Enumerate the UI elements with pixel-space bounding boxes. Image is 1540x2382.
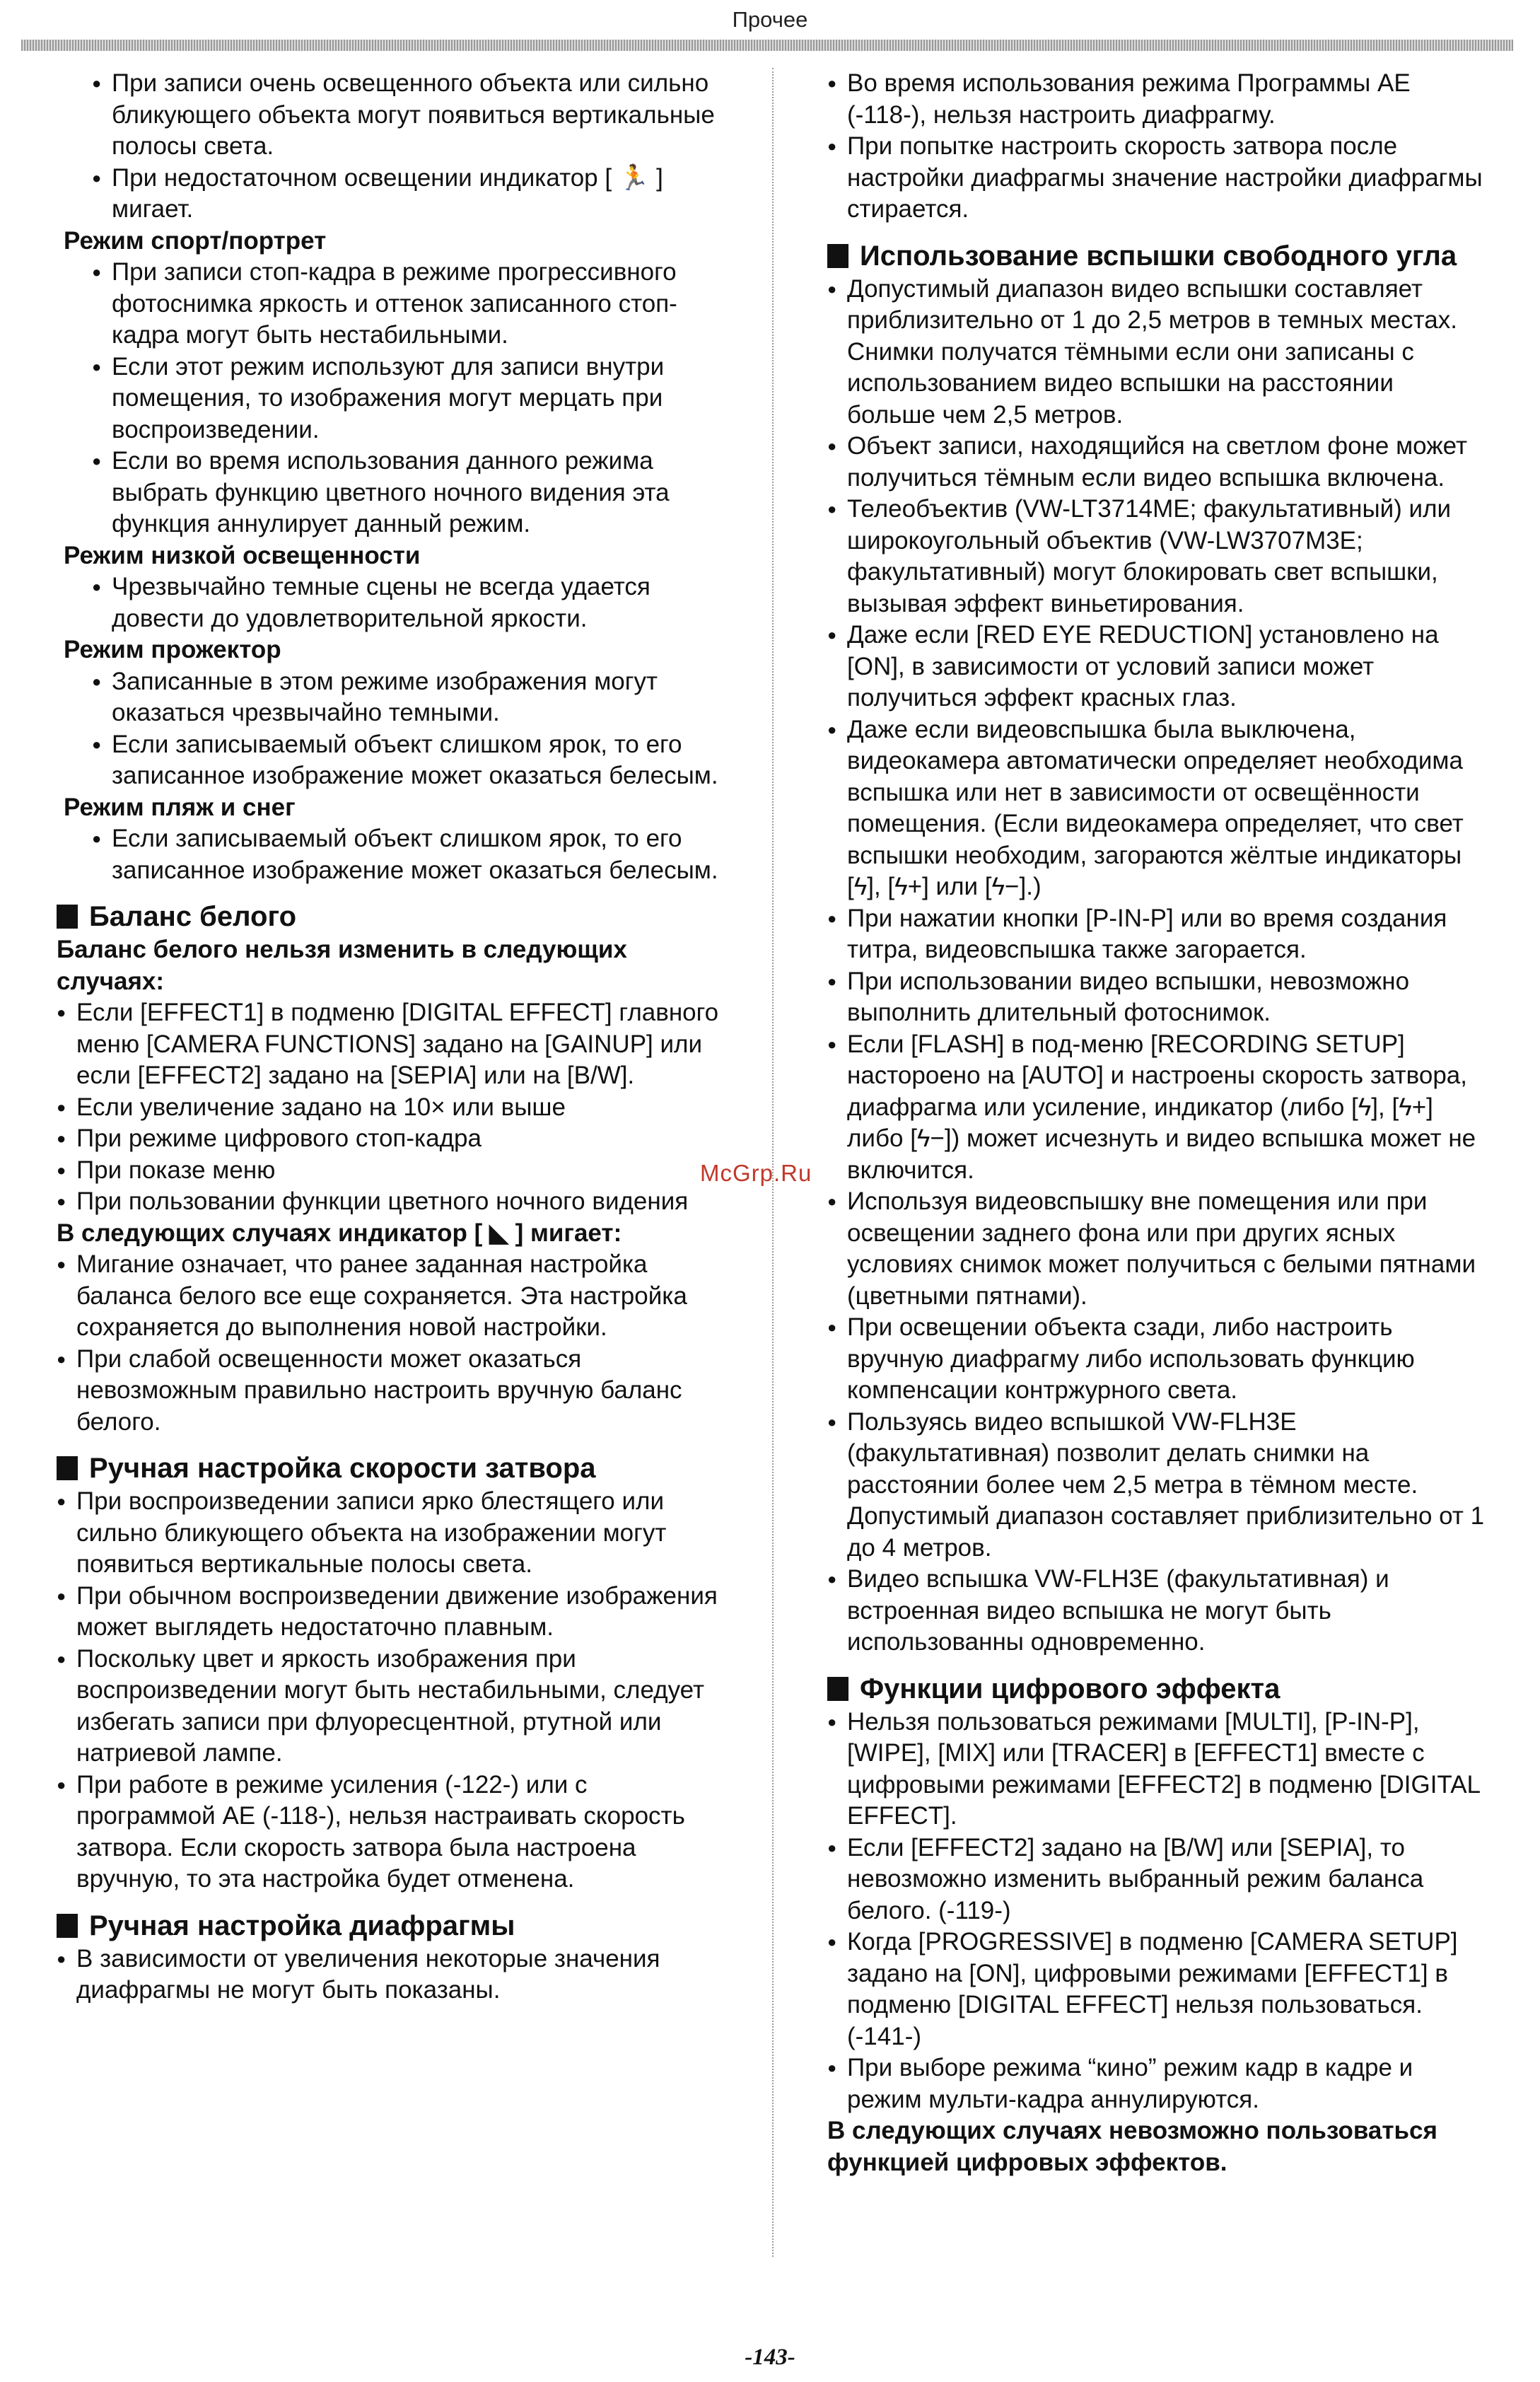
list-item: ● Телеобъектив (VW-LT3714ME; факультативный) или широкоугольный объектив (VW-LW3707M3E; факультативный) могут блокировать свет вспышки, вызывая эффект виньетирования.: [827, 494, 1488, 620]
section-title-iris: Ручная настройка диафрагмы: [57, 1910, 725, 1942]
list-item: ● При слабой освещенности может оказаться невозможным правильно настроить вручную баланс белого.: [57, 1344, 725, 1439]
list-item: ● Чрезвычайно темные сцены не всегда удается довести до удовлетворительной яркости.: [57, 571, 725, 634]
header-rule: [21, 40, 1513, 51]
list-item: ● Если увеличение задано на 10× или выше: [57, 1092, 725, 1124]
right-column: [827, 68, 1488, 2178]
white-balance-indicator-blinks: В следующих случаях индикатор [ ◣ ] мигает:: [57, 1219, 622, 1247]
list-item: ● При работе в режиме усиления (-122-) или с программой AE (-118-), нельзя настраивать скорость затвора. Если скорость затвора была настроена вручную, то эта настройка будет отменена.: [57, 1770, 725, 1895]
list-item: ● Даже если [RED EYE REDUCTION] установлено на [ON], в зависимости от условий записи может получиться эффект красных глаз.: [827, 620, 1488, 714]
list-item: ● Объект записи, находящийся на светлом фоне может получиться тёмным если видео вспышка включена.: [827, 431, 1488, 494]
list-item: ● Если записываемый объект слишком ярок, то его записанное изображение может оказаться белесым.: [57, 823, 725, 886]
list-item: ● Видео вспышка VW-FLH3E (факультативная) и встроенная видео вспышка не могут быть использованны одновременно.: [827, 1564, 1488, 1658]
list-item: ● При освещении объекта сзади, либо настроить вручную диафрагму либо использовать функцию компенсации контржурного света.: [827, 1312, 1488, 1407]
list-item: ● Мигание означает, что ранее заданная настройка баланса белого все еще сохраняется. Эта настройка сохраняется до выполнения новой настройки.: [57, 1249, 725, 1344]
watermark-text: McGrp.Ru: [700, 1160, 812, 1186]
page-header-title: Прочее: [732, 7, 808, 32]
list-item: ● При режиме цифрового стоп-кадра: [57, 1123, 725, 1155]
list-item: ● При использовании видео вспышки, невозможно выполнить длительный фотоснимок.: [827, 966, 1488, 1029]
list-item: ● Если этот режим используют для записи внутри помещения, то изображения могут мерцать при воспроизведении.: [57, 352, 725, 446]
list-item: ● При пользовании функции цветного ночного видения: [57, 1186, 725, 1218]
list-item: ● Если [EFFECT1] в подменю [DIGITAL EFFECT] главного меню [CAMERA FUNCTIONS] задано на [GAINUP] или если [EFFECT2] задано на [SEPIA] или на [B/W].: [57, 997, 725, 1092]
list-item: ● При показе меню: [57, 1155, 725, 1187]
subheading-low-light: Режим низкой освещенности: [64, 541, 421, 569]
list-item: ● Нельзя пользоваться режимами [MULTI], [P-IN-P], [WIPE], [MIX] или [TRACER] в [EFFECT1] вместе с цифровыми режимами [EFFECT2] в подменю [DIGITAL EFFECT].: [827, 1707, 1488, 1832]
white-balance-cannot-change: Баланс белого нельзя изменить в следующих случаях:: [57, 936, 627, 995]
list-item: ● При воспроизведении записи ярко блестящего или сильно бликующего объекта на изображении могут появиться вертикальные полосы света.: [57, 1486, 725, 1581]
list-item: ● При недостаточном освещении индикатор [ 🏃 ] мигает.: [57, 163, 725, 226]
list-item: ● Если [FLASH] в под-меню [RECORDING SETUP] настороено на [AUTO] и настроены скорость затвора, диафрагма или усиление, индикатор (либо [ϟ], [ϟ+] либо [ϟ−]) может исчезнуть и видео вспышка может не включится.: [827, 1029, 1488, 1187]
list-item: ● При нажатии кнопки [P-IN-P] или во время создания титра, видеовспышка также загорается.: [827, 903, 1488, 966]
list-item: ● Во время использования режима Программы AE (-118-), нельзя настроить диафрагму.: [827, 68, 1488, 131]
list-item: ● При попытке настроить скорость затвора после настройки диафрагмы значение настройки диафрагмы стирается.: [827, 131, 1488, 226]
list-item: ● Если во время использования данного режима выбрать функцию цветного ночного видения эта функция аннулирует данный режим.: [57, 446, 725, 540]
left-column: [57, 68, 725, 2006]
list-item: ● Пользуясь видео вспышкой VW-FLH3E (факультативная) позволит делать снимки на расстоянии более чем 2,5 метра в тёмном месте. Допустимый диапазон составляет приблизительно от 1 до 4 метров.: [827, 1407, 1488, 1564]
list-item: ● При записи стоп-кадра в режиме прогрессивного фотоснимка яркость и оттенок записанного стоп-кадра могут быть нестабильными.: [57, 257, 725, 352]
list-item: ● Записанные в этом режиме изображения могут оказаться чрезвычайно темными.: [57, 666, 725, 729]
subheading-spotlight: Режим прожектор: [64, 636, 281, 663]
list-item: ● При выборе режима “кино” режим кадр в кадре и режим мульти-кадра аннулируются.: [827, 2052, 1488, 2115]
subheading-beach-snow: Режим пляж и снег: [64, 793, 296, 821]
list-item: ● При записи очень освещенного объекта или сильно бликующего объекта могут появиться вертикальные полосы света.: [57, 68, 725, 163]
list-item: ● Когда [PROGRESSIVE] в подменю [CAMERA SETUP] задано на [ON], цифровыми режимами [EFFECT1] в подменю [DIGITAL EFFECT] нельзя пользоваться. (-141-): [827, 1927, 1488, 2052]
list-item: ● При обычном воспроизведении движение изображения может выглядеть недостаточно плавным.: [57, 1581, 725, 1644]
list-item: ● В зависимости от увеличения некоторые значения диафрагмы не могут быть показаны.: [57, 1944, 725, 2006]
list-item: ● Если [EFFECT2] задано на [B/W] или [SEPIA], то невозможно изменить выбранный режим баланса белого. (-119-): [827, 1832, 1488, 1927]
section-title-flash: Использование вспышки свободного угла: [827, 240, 1488, 272]
list-item: ● Поскольку цвет и яркость изображения при воспроизведении могут быть нестабильными, следует избегать записи при флуоресцентной, ртутной или натриевой лампе.: [57, 1644, 725, 1770]
digital-effect-unavailable-note: В следующих случаях невозможно пользоваться функцией цифровых эффектов.: [827, 2117, 1437, 2176]
list-item: ● Даже если видеовспышка была выключена, видеокамера автоматически определяет необходима вспышка или нет в зависимости от освещённости помещения. (Если видеокамера определяет, что свет вспышки необходим, загораются жёлтые индикаторы [ϟ], [ϟ+] или [ϟ−].): [827, 714, 1488, 903]
section-title-digital-effect: Функции цифрового эффекта: [827, 1673, 1488, 1705]
list-item: ● Используя видеовспышку вне помещения или при освещении заднего фона или при других ясных условиях снимок может получиться с белыми пятнами (цветными пятнами).: [827, 1186, 1488, 1312]
list-item: ● Если записываемый объект слишком ярок, то его записанное изображение может оказаться белесым.: [57, 729, 725, 792]
list-item: ● Допустимый диапазон видео вспышки составляет приблизительно от 1 до 2,5 метров в темных местах. Снимки получатся тёмными если они записаны с использованием видео вспышки на расстоянии больше чем 2,5 метров.: [827, 274, 1488, 431]
section-title-white-balance: Баланс белого: [57, 900, 725, 933]
section-title-shutter-speed: Ручная настройка скорости затвора: [57, 1452, 725, 1485]
page-number: -143-: [745, 2345, 795, 2370]
subheading-sport-portrait: Режим спорт/портрет: [64, 226, 327, 255]
